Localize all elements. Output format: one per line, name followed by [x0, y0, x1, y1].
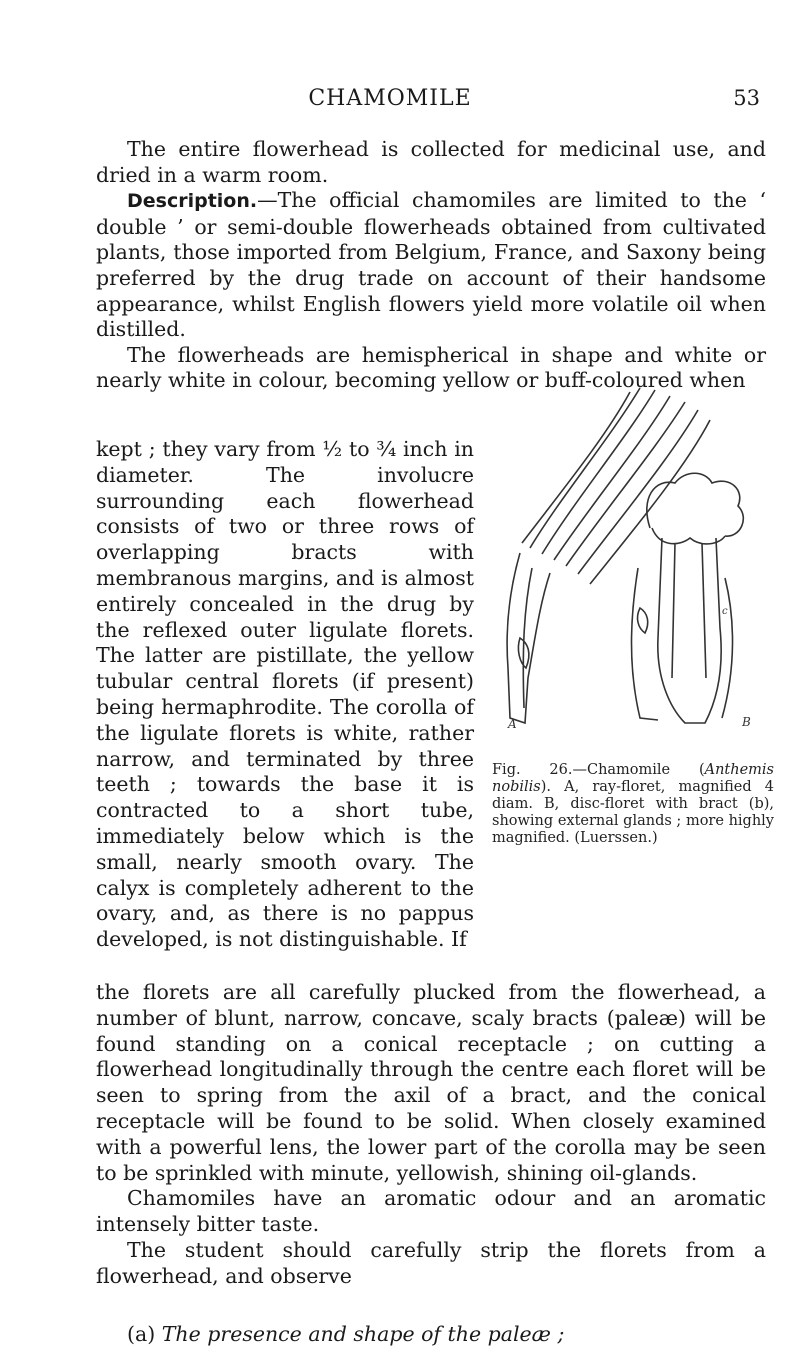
- list-marker-a: (a): [127, 1322, 156, 1346]
- page-number: 53: [733, 86, 760, 110]
- lower-text-block: [96, 980, 766, 1290]
- paragraph-odour: Chamomiles have an aromatic odour and an aromatic intensely bitter taste.: [96, 1186, 766, 1237]
- paragraph-flowerheads-cont: kept ; they vary from ½ to ¾ inch in diameter. The involucre surrounding each flowerhead consists of two or three rows of overlapping bracts with membranous margins, and is almost entirely concealed in the drug by the reflexed outer ligulate florets. The latter are pistillate, the yellow tubular central florets (if present) being hermaphrodite. The corolla of the ligulate florets is white, rather narrow, and terminated by three teeth ; towards the base it is contracted to a short tube, immediately below which is the small, nearly smooth ovary. The calyx is completely adherent to the ovary, and, as there is no pappus developed, is not distinguishable. If: [96, 437, 474, 952]
- figure-label-a: A: [508, 717, 517, 731]
- paragraph-florets-plucked: the florets are all carefully plucked from the flowerhead, a number of blunt, narrow, concave, scaly bracts (paleæ) will be found standing on a conical receptacle ; on cutting a flowerhead longitudinally through the centre each floret will be seen to spring from the axil of a bract, and the conical receptacle will be found to be solid. When closely examined with a powerful lens, the lower part of the corolla may be seen to be sprinkled with minute, yellowish, shining oil-glands.: [96, 980, 766, 1185]
- narrow-text-block: [96, 437, 474, 953]
- figure-label-b: B: [742, 715, 751, 729]
- chamomile-floret-figure: [480, 378, 780, 758]
- paragraph-flowerheads-lead: The flowerheads are hemispherical in shape and white or nearly white in colour, becoming yellow or buff-coloured when: [96, 342, 766, 393]
- running-head-title: CHAMOMILE: [308, 86, 472, 111]
- top-text-block: [96, 137, 766, 394]
- figure-label-c: c: [722, 606, 728, 617]
- description-heading: Description.: [127, 190, 258, 213]
- paragraph-collection: The entire flowerhead is collected for medicinal use, and dried in a warm room.: [96, 137, 766, 187]
- caption-rest: ). A, ray-floret, magnified 4 diam. B, disc-floret with bract (b), showing external glands ; more highly magnified. (Luerssen.): [492, 779, 774, 846]
- list-text-a: The presence and shape of the paleæ ;: [161, 1322, 565, 1346]
- caption-prefix: Fig. 26.—Chamomile (: [492, 762, 705, 778]
- description-body: —The official chamomiles are limited to the ‘ double ’ or semi-double flowerheads obtained from cultivated plants, those imported from Belgium, France, and Saxony being preferred by the drug trade on account of their handsome appearance, whilst English flowers yield more volatile oil when distilled.: [96, 188, 766, 342]
- ray-floret-illustration: [507, 388, 710, 723]
- caption-species: Anthemis nobilis: [492, 762, 774, 795]
- figure-caption: [492, 762, 774, 847]
- paragraph-student: The student should carefully strip the florets from a flowerhead, and observe: [96, 1237, 766, 1288]
- paragraph-description: [96, 188, 766, 343]
- list-item-a: [96, 1322, 766, 1348]
